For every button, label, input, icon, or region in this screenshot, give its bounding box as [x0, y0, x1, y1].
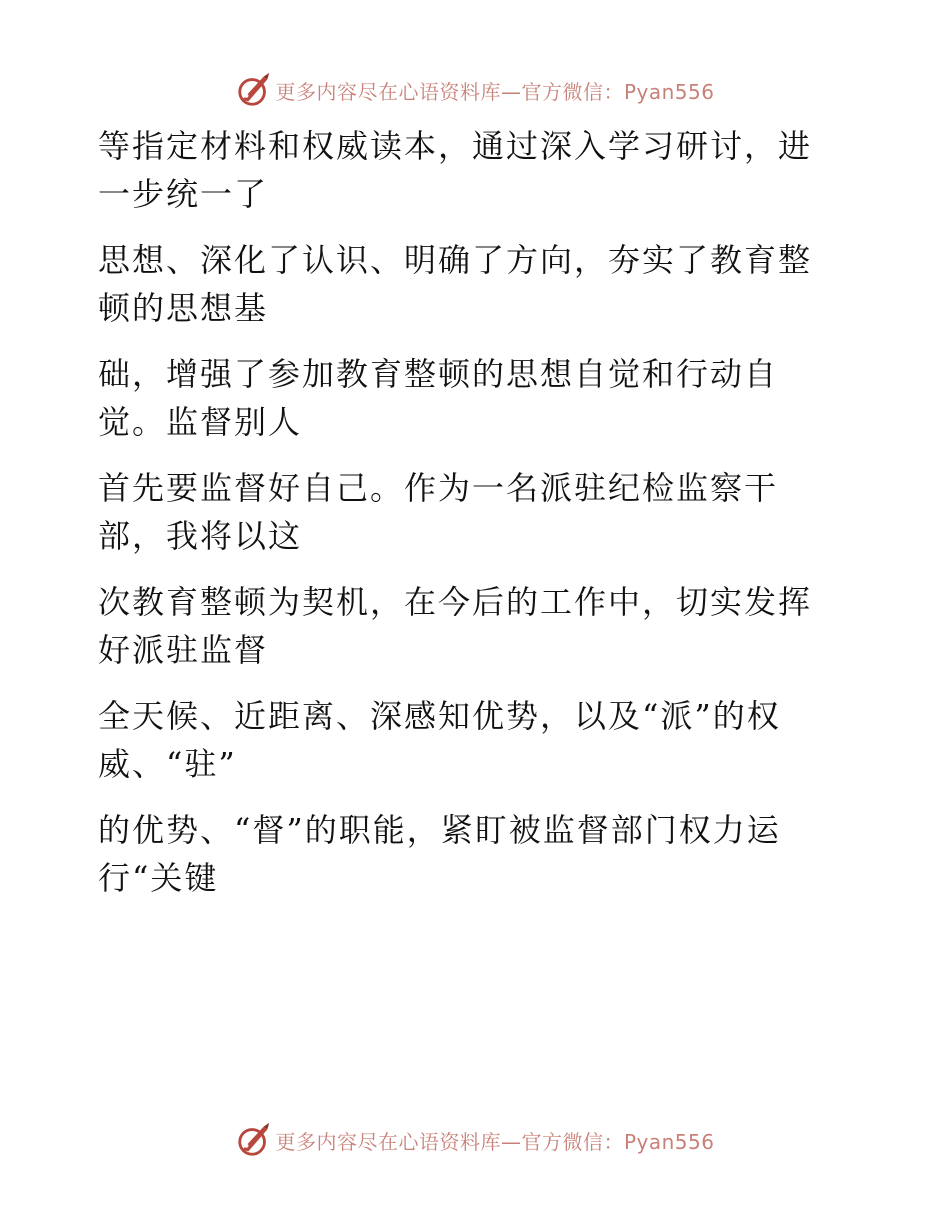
- paragraph-line: 首先要监督好自己。作为一名派驻纪检监察干: [98, 469, 779, 507]
- document-body: [98, 122, 838, 920]
- quill-circle-logo-icon: [235, 71, 273, 109]
- paragraph-5: [98, 578, 838, 674]
- paragraph-line: 等指定材料和权威读本，通过深入学习研讨，进: [98, 127, 813, 165]
- paragraph-line: 部，我将以这: [98, 517, 303, 555]
- paragraph-line: 威、“驻”: [98, 745, 237, 783]
- paragraph-line: 好派驻监督: [98, 631, 269, 669]
- paragraph-line: 思想、深化了认识、明确了方向，夯实了教育整: [98, 241, 813, 279]
- paragraph-line: 的优势、“督”的职能，紧盯被监督部门权力运: [98, 811, 781, 849]
- paragraph-6: [98, 692, 838, 788]
- paragraph-2: [98, 236, 838, 332]
- paragraph-line: 全天候、近距离、深感知优势，以及“派”的权: [98, 697, 781, 735]
- paragraph-7: [98, 806, 838, 902]
- header-banner-text: 更多内容尽在心语资料库—官方微信：Pyan556: [275, 79, 715, 104]
- quill-circle-logo-icon: [235, 1121, 273, 1159]
- footer-banner: [0, 1118, 950, 1162]
- paragraph-line: 行“关键: [98, 859, 219, 897]
- paragraph-4: [98, 464, 838, 560]
- footer-banner-text: 更多内容尽在心语资料库—官方微信：Pyan556: [275, 1129, 715, 1154]
- paragraph-3: [98, 350, 838, 446]
- paragraph-line: 础，增强了参加教育整顿的思想自觉和行动自: [98, 355, 779, 393]
- header-banner: [0, 68, 950, 112]
- paragraph-line: 觉。监督别人: [98, 403, 303, 441]
- paragraph-1: [98, 122, 838, 218]
- paragraph-line: 顿的思想基: [98, 289, 269, 327]
- paragraph-line: 一步统一了: [98, 175, 269, 213]
- paragraph-line: 次教育整顿为契机，在今后的工作中，切实发挥: [98, 583, 813, 621]
